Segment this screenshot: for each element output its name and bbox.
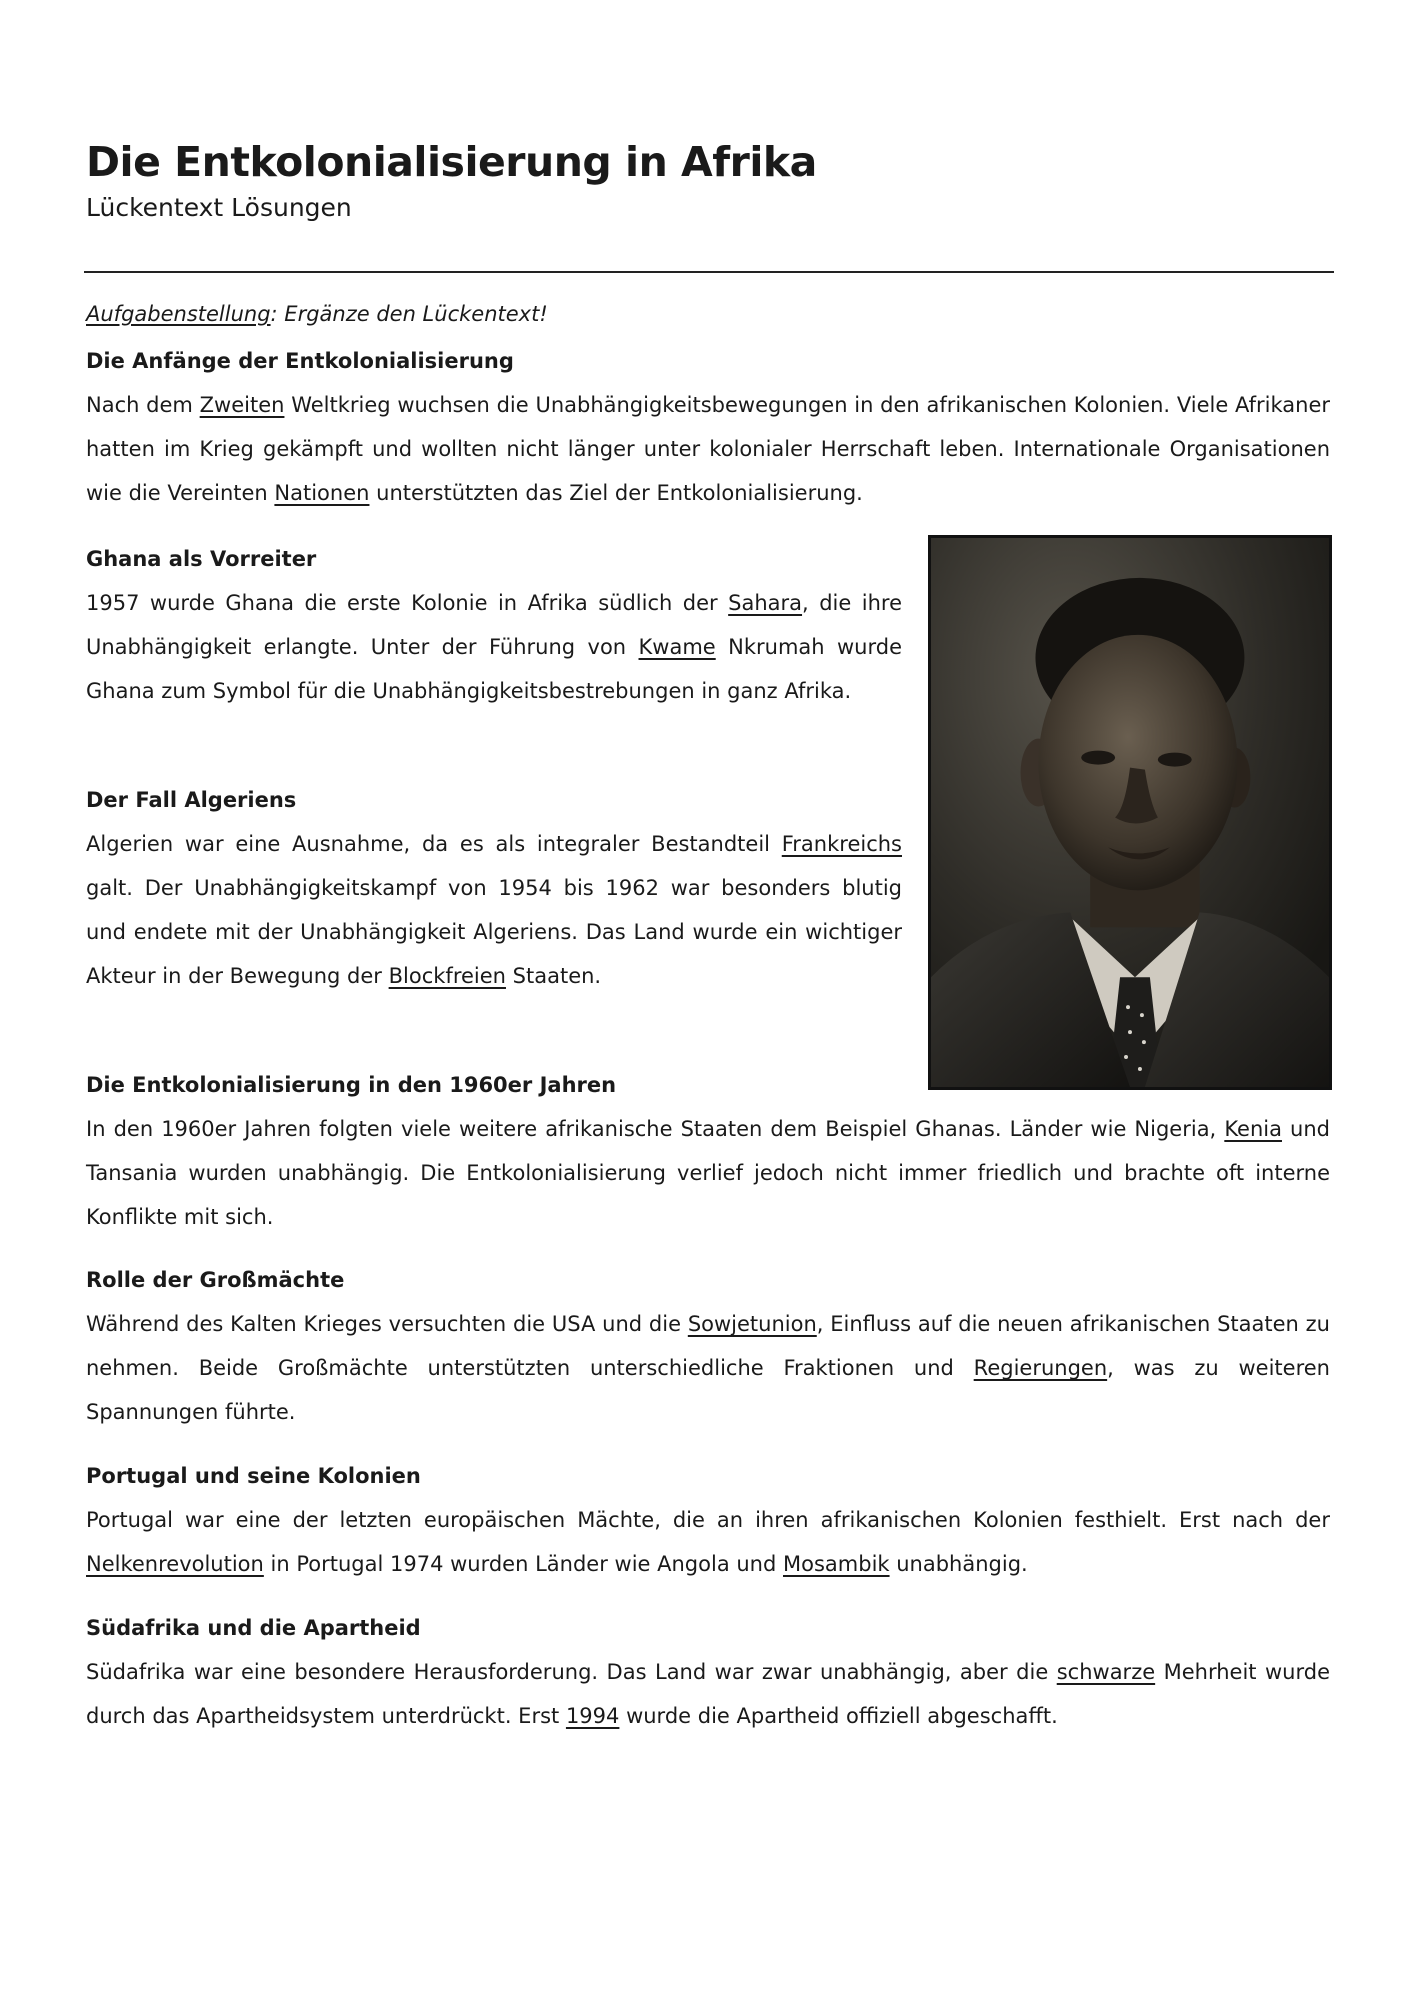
section-portugal: [86, 1460, 1330, 1586]
section-heading: Portugal und seine Kolonien: [86, 1464, 421, 1488]
page-title: Die Entkolonialisierung in Afrika: [86, 138, 817, 186]
gap-answer: Nationen: [274, 481, 370, 505]
page-subtitle: Lückentext Lösungen: [86, 193, 352, 222]
section-1960s: [86, 1069, 1330, 1239]
gap-answer: Blockfreien: [388, 964, 506, 988]
gap-answer: Nelkenrevolution: [86, 1552, 264, 1576]
task-instruction: [86, 302, 548, 326]
section-heading: Ghana als Vorreiter: [86, 547, 317, 571]
gap-answer: Sowjetunion: [687, 1312, 817, 1336]
gap-answer: Zweiten: [199, 393, 285, 417]
gap-answer: Kwame: [638, 635, 716, 659]
section-text: Während des Kalten Krieges versuchten die USA und die Sowjetunion, Einfluss auf die neuen afrikanischen Staaten zu nehmen. Beide Großmächte unterstützten unterschiedliche Fraktionen und Regierungen, was zu weiteren Spannungen führte.: [86, 1312, 1330, 1424]
portrait-photo: [928, 535, 1332, 1090]
section-south-africa: [86, 1612, 1330, 1738]
section-text: Südafrika war eine besondere Herausforderung. Das Land war zwar unabhängig, aber die schwarze Mehrheit wurde durch das Apartheidsystem unterdrückt. Erst 1994 wurde die Apartheid offiziell abgeschafft.: [86, 1660, 1330, 1728]
section-heading: Der Fall Algeriens: [86, 788, 297, 812]
section-text: Portugal war eine der letzten europäischen Mächte, die an ihren afrikanischen Kolonien festhielt. Erst nach der Nelkenrevolution in Portugal 1974 wurden Länder wie Angola und Mosambik unabhängig.: [86, 1508, 1330, 1576]
section-heading: Die Anfänge der Entkolonialisierung: [86, 349, 514, 373]
gap-answer: 1994: [565, 1704, 620, 1728]
section-text: In den 1960er Jahren folgten viele weitere afrikanische Staaten dem Beispiel Ghanas. Länder wie Nigeria, Kenia und Tansania wurden unabhängig. Die Entkolonialisierung verlief jedoch nicht immer friedlich und brachte oft interne Konflikte mit sich.: [86, 1117, 1331, 1229]
header-divider: [84, 271, 1334, 273]
section-text: Nach dem Zweiten Weltkrieg wuchsen die Unabhängigkeitsbewegungen in den afrikanischen Kolonien. Viele Afrikaner hatten im Krieg gekämpft und wollten nicht länger unter kolonialer Herrschaft leben. Internationale Organisationen wie die Vereinten Nationen unterstützten das Ziel der Entkolonialisierung.: [86, 393, 1330, 505]
section-algeria: [86, 784, 902, 998]
gap-answer: schwarze: [1056, 1660, 1156, 1684]
section-ghana: [86, 543, 902, 713]
section-heading: Rolle der Großmächte: [86, 1268, 345, 1292]
task-text: : Ergänze den Lückentext!: [270, 302, 548, 326]
gap-answer: Regierungen: [973, 1356, 1108, 1380]
task-label: Aufgabenstellung: [86, 302, 271, 326]
gap-answer: Kenia: [1224, 1117, 1282, 1141]
section-text: 1957 wurde Ghana die erste Kolonie in Afrika südlich der Sahara, die ihre Unabhängigkeit erlangte. Unter der Führung von Kwame Nkrumah wurde Ghana zum Symbol für die Unabhängigkeitsbestrebungen in ganz Afrika.: [86, 591, 902, 703]
section-heading: Die Entkolonialisierung in den 1960er Jahren: [86, 1073, 617, 1097]
section-superpowers: [86, 1264, 1330, 1434]
gap-answer: Sahara: [728, 591, 803, 615]
section-heading: Südafrika und die Apartheid: [86, 1616, 421, 1640]
portrait-image: [931, 538, 1329, 1087]
section-text: Algerien war eine Ausnahme, da es als integraler Bestandteil Frankreichs galt. Der Unabhängigkeitskampf von 1954 bis 1962 war besonders blutig und endete mit der Unabhängigkeit Algeriens. Das Land wurde ein wichtiger Akteur in der Bewegung der Blockfreien Staaten.: [86, 832, 902, 988]
gap-answer: Frankreichs: [781, 832, 902, 856]
gap-answer: Mosambik: [783, 1552, 890, 1576]
section-beginnings: [86, 345, 1330, 515]
